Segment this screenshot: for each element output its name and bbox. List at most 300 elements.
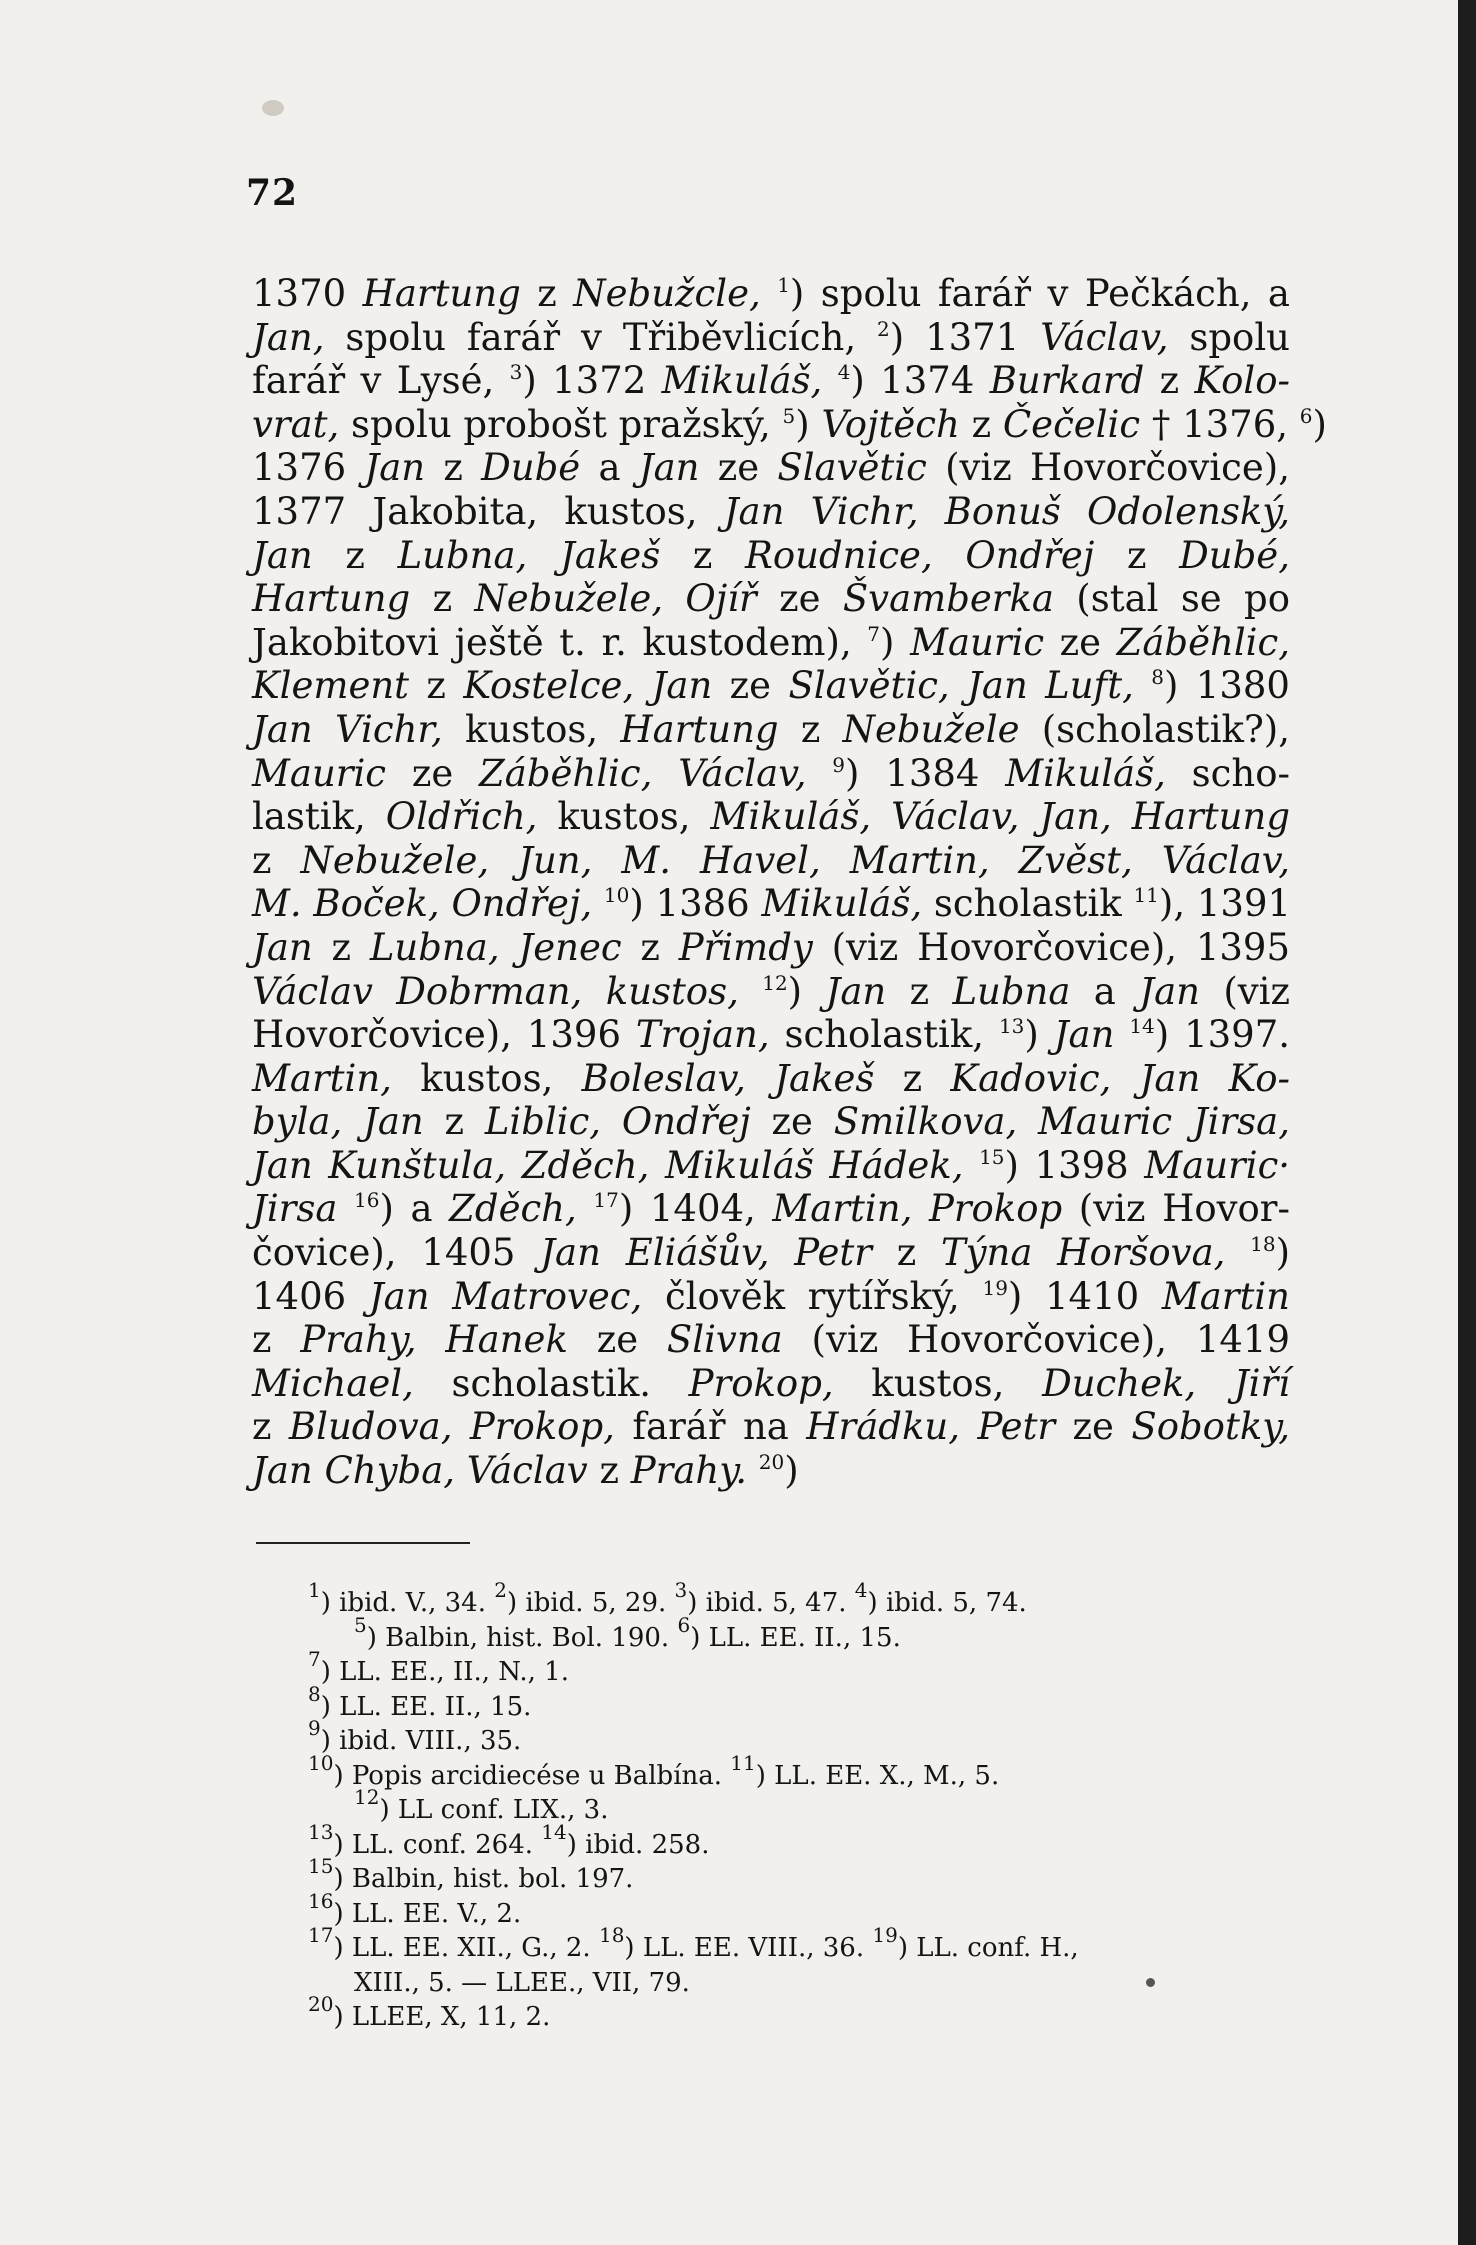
italic-name: Prahy. (630, 1449, 747, 1493)
text-run: ) LL. EE. II., 15. (690, 1622, 901, 1653)
text-run (822, 359, 837, 402)
italic-name: Mauric Jirsa, (1038, 1100, 1290, 1144)
text-line (252, 839, 1290, 883)
italic-name: Jan (540, 1231, 601, 1275)
text-run: kustos, (391, 1056, 582, 1100)
main-text-paragraph (252, 272, 1327, 1493)
text-line (252, 1013, 1290, 1057)
text-run (960, 1405, 977, 1448)
italic-name: M. (252, 882, 302, 926)
text-run: z (886, 969, 953, 1013)
footnote-ref: 3 (509, 360, 523, 385)
text-run: ) (787, 969, 826, 1013)
italic-name: byla, (252, 1100, 343, 1144)
text-run: ) ibid. V., 34. (320, 1588, 495, 1618)
italic-name: Ondřej, (451, 882, 593, 926)
text-run (1196, 1362, 1234, 1405)
footnote-ref: 13 (308, 1819, 334, 1844)
text-run: ) LL. EE. XII., G., 2. (333, 1933, 599, 1963)
text-run (634, 664, 651, 707)
footnote-ref: 2 (494, 1578, 507, 1602)
italic-name: Michael, (252, 1361, 414, 1405)
italic-name: Kolo- (1194, 359, 1291, 403)
text-run: z (252, 1405, 289, 1449)
italic-name: kustos, (605, 969, 739, 1013)
italic-name: Jirsa (252, 1187, 338, 1231)
text-run (1111, 1057, 1139, 1100)
italic-name: Václav, (678, 751, 807, 795)
italic-name: Jan (364, 446, 426, 490)
text-run (747, 1449, 759, 1492)
text-run (452, 1405, 469, 1448)
text-run: scholastik, (769, 1013, 999, 1057)
italic-name: Mauric· (1144, 1143, 1291, 1187)
footnote-ref: 1 (308, 1578, 321, 1602)
footnote-ref: 10 (603, 883, 630, 908)
text-run (912, 1187, 929, 1230)
footnote-ref: 9 (832, 752, 846, 777)
text-line (252, 359, 1290, 403)
italic-name: Jan (252, 533, 313, 577)
italic-name: Jan Chyba, (252, 1449, 456, 1493)
text-run (963, 1144, 979, 1187)
text-run: (viz Hovorčovice), 1419 (782, 1318, 1290, 1362)
text-run (430, 1275, 453, 1318)
footnote-ref: 12 (354, 1785, 380, 1809)
text-run: (viz Hovorčovice), (926, 446, 1290, 490)
text-line (252, 316, 1290, 360)
italic-name: Vojtěch (821, 402, 960, 446)
text-line (252, 708, 1290, 752)
italic-name: Nebužele, (300, 838, 490, 882)
text-run: ) (795, 402, 822, 446)
italic-name: Jan (363, 1100, 424, 1144)
text-run: ) 1404, (618, 1187, 773, 1231)
italic-name: Jan Luft, (967, 664, 1134, 708)
text-run (1019, 795, 1039, 838)
italic-name: Čečelic (1002, 402, 1141, 446)
text-line (252, 1144, 1290, 1188)
footnote-ref: 13 (998, 1014, 1025, 1039)
text-run: ) 1371 (889, 315, 1041, 359)
text-run: 1377 Jakobita, kustos, (252, 489, 724, 533)
italic-name: Slivna (666, 1318, 783, 1362)
text-run (1114, 1013, 1129, 1056)
text-line (252, 1275, 1290, 1319)
footnote-ref: 19 (872, 1923, 898, 1947)
text-run (1200, 1057, 1228, 1100)
text-run: ze (567, 1318, 667, 1362)
italic-name: Dubé (481, 446, 581, 490)
text-run (1017, 1100, 1038, 1143)
italic-name: Horšova, (1057, 1231, 1226, 1275)
italic-name: Prokop (928, 1187, 1063, 1231)
text-run: ze (712, 664, 789, 708)
footnote-line (308, 1716, 1298, 1759)
text-run: z (959, 402, 1003, 446)
text-run (871, 795, 891, 838)
text-line (252, 882, 1290, 926)
text-run (592, 882, 604, 925)
italic-name: Martin, (772, 1187, 913, 1231)
italic-name: Jan (252, 925, 313, 969)
text-run (342, 1100, 363, 1143)
footnote-ref: 15 (308, 1854, 334, 1878)
text-run: ) LL. EE. X., M., 5. (755, 1760, 1000, 1791)
italic-name: Jenec (518, 925, 622, 969)
text-run: ) 1380 (1164, 664, 1290, 708)
footnote-ref: 20 (758, 1450, 785, 1475)
italic-name: Mikuláš, (761, 882, 923, 926)
text-run (1134, 664, 1151, 707)
italic-name: Václav (466, 1449, 588, 1493)
italic-name: Kadovic, (950, 1056, 1112, 1100)
italic-name: Ondřej (965, 533, 1095, 577)
text-run: ) (880, 620, 911, 664)
footnote-ref: 19 (982, 1275, 1008, 1300)
text-run (663, 577, 685, 620)
text-run: ) ibid. VIII., 35. (320, 1726, 522, 1756)
italic-name: Martin (1161, 1274, 1291, 1318)
text-run (601, 1231, 626, 1274)
text-run: ) LL. EE. VIII., 36. (624, 1933, 873, 1963)
text-run (582, 970, 605, 1013)
footnote-ref: 8 (1151, 665, 1164, 690)
footnote-ref: 9 (308, 1716, 321, 1740)
text-run (489, 839, 518, 882)
text-run: z (252, 838, 301, 882)
footnote-ref: 1 (777, 273, 790, 297)
text-run: ) LL. EE. II., 15. (320, 1691, 532, 1722)
italic-name: Roudnice, (745, 533, 933, 577)
text-run: z (1144, 359, 1195, 403)
text-run: a (580, 446, 639, 490)
footnote-ref: 18 (598, 1923, 625, 1947)
footnote-ref: 3 (674, 1578, 688, 1602)
text-run (739, 970, 762, 1013)
text-line (252, 1449, 1290, 1493)
text-run (440, 882, 452, 925)
text-line (252, 926, 1290, 970)
text-run: ) ibid. 5, 47. (687, 1588, 855, 1618)
text-run: ) (1312, 402, 1327, 446)
text-run (652, 752, 678, 795)
text-run: ), 1391 (1158, 882, 1292, 926)
text-run: z (520, 272, 574, 315)
footnote-ref: 16 (308, 1888, 334, 1913)
text-run: z (1094, 533, 1180, 577)
text-line (252, 1057, 1290, 1101)
text-run: (stal se po (1053, 577, 1290, 621)
footnote-ref: 15 (979, 1144, 1005, 1169)
text-run: ) 1384 (845, 751, 1006, 795)
italic-name: Kostelce, (463, 664, 635, 708)
footnote-ref: 4 (854, 1578, 868, 1602)
text-run: spolu probošt pražský, (339, 402, 783, 446)
text-run (302, 882, 314, 925)
text-run: ) ibid. 258. (566, 1829, 710, 1860)
italic-name: Jiří (1233, 1361, 1290, 1405)
text-run: † 1376, (1140, 402, 1300, 446)
footnote-ref: 5 (354, 1612, 367, 1637)
text-run: ) (1024, 1013, 1054, 1057)
italic-name: Hartung (362, 272, 521, 315)
footnote-line (308, 1785, 1298, 1828)
footnote-ref: 2 (877, 316, 890, 341)
italic-name: Hanek (445, 1318, 568, 1362)
text-run: ) LL. EE., II., N., 1. (320, 1657, 569, 1687)
italic-name: Zděch, (521, 1143, 650, 1187)
text-run (990, 839, 1019, 882)
text-run: (viz (1199, 969, 1290, 1013)
text-run (770, 1231, 795, 1274)
footnote-line (308, 1854, 1298, 1897)
italic-name: vrat, (252, 402, 340, 446)
footnote-line (308, 1923, 1298, 1966)
italic-name: Jan (1139, 1056, 1201, 1100)
footnote-ref: 5 (782, 403, 796, 428)
text-run: ze (386, 751, 480, 795)
italic-name: Jan Vichr, (723, 489, 919, 533)
footnote-line (308, 1750, 1298, 1794)
italic-name: Trojan, (635, 1013, 770, 1057)
footnote-ref: 16 (354, 1188, 380, 1213)
text-run: ) 1398 (1004, 1143, 1145, 1187)
text-run (806, 752, 832, 795)
text-run: kustos, (537, 795, 711, 839)
footnote-ref: 10 (308, 1750, 334, 1775)
text-run (506, 1144, 522, 1187)
footnotes (308, 1578, 1298, 2035)
text-run (592, 839, 621, 882)
italic-name: Burkard (989, 359, 1145, 403)
text-run: z (660, 533, 746, 577)
italic-name: Jun, (518, 838, 593, 882)
text-run (1112, 795, 1132, 838)
italic-name: Prokop, (688, 1361, 834, 1405)
italic-name: Lubna, (369, 925, 500, 969)
text-run: z (423, 1100, 485, 1144)
italic-name: Martin, (849, 838, 990, 882)
text-line (252, 664, 1290, 708)
italic-name: Václav, (1161, 838, 1291, 882)
text-run (601, 1100, 622, 1143)
footnote-line (308, 1578, 1298, 1621)
text-run: ) (1275, 1231, 1291, 1275)
text-run: z (410, 577, 475, 621)
text-run: ) 1374 (850, 359, 990, 403)
italic-name: Lubna, (397, 533, 528, 577)
footnote-ref: 6 (677, 1612, 691, 1637)
text-run (821, 839, 850, 882)
text-run: z (425, 446, 482, 490)
text-run: ) ibid. 5, 74. (867, 1588, 1027, 1618)
text-run: z (587, 1449, 631, 1493)
italic-name: Hartung (620, 707, 779, 751)
text-run: scholastik (922, 882, 1134, 926)
footnote-ref: 7 (867, 621, 881, 646)
italic-name: Eliášův, (625, 1231, 770, 1275)
italic-name: Václav Dobrman, (252, 969, 583, 1013)
italic-name: Jan (651, 664, 713, 708)
italic-name: Mikuláš, (661, 359, 823, 403)
text-run: ze (1044, 620, 1117, 664)
italic-name: Oldřich, (385, 795, 538, 839)
text-run (577, 1187, 594, 1230)
footnote-ref: 17 (308, 1923, 334, 1947)
text-line (252, 621, 1290, 665)
text-run (761, 272, 777, 315)
italic-name: Švamberka (842, 577, 1054, 621)
text-run: 1376 (252, 446, 365, 490)
footnote-separator-rule (256, 1542, 470, 1544)
italic-name: Zvěst, (1018, 838, 1133, 882)
text-run (1225, 1231, 1250, 1274)
italic-name: Hrádku, (806, 1405, 960, 1449)
text-line (252, 1318, 1290, 1362)
italic-name: Jan Vichr, (252, 707, 443, 751)
text-line (252, 577, 1290, 621)
italic-name: Nebužcle, (573, 272, 761, 315)
text-run: z (252, 1318, 301, 1362)
text-run: ) LL. EE. V., 2. (333, 1898, 522, 1929)
footnote-ref: 11 (730, 1750, 756, 1775)
italic-name: Petr (794, 1231, 872, 1275)
footnote-line (308, 1681, 1298, 1725)
text-run (337, 1187, 354, 1230)
italic-name: Nebužele, (474, 577, 664, 621)
italic-name: Jan (1053, 1013, 1115, 1057)
italic-name: Jan Kunštula, (252, 1143, 507, 1187)
text-run: spolu farář v Třiběvlicích, (324, 315, 878, 359)
italic-name: Ondřej (621, 1100, 751, 1144)
italic-name: Smilkova, (833, 1100, 1018, 1144)
text-run: ) a (379, 1187, 450, 1231)
italic-name: Prahy, (300, 1318, 417, 1362)
italic-name: Sobotky, (1131, 1405, 1290, 1449)
text-run: čovice), 1405 (252, 1231, 541, 1275)
text-line (252, 272, 1290, 316)
italic-name: Jan, (252, 315, 325, 359)
footnote-line (308, 1966, 1298, 2001)
text-line (252, 534, 1290, 578)
text-run: ) LL. conf. H., (897, 1933, 1079, 1963)
text-line (252, 1231, 1290, 1275)
text-run: ) LL. conf. 264. (333, 1829, 542, 1860)
text-run: 1406 (252, 1274, 369, 1318)
italic-name: Václav, (891, 795, 1020, 839)
footnote-line (308, 1612, 1298, 1656)
page-edge-shadow (1458, 0, 1476, 2245)
text-run (1032, 1231, 1057, 1274)
text-run: ) LL conf. LIX., 3. (379, 1795, 609, 1825)
italic-name: Havel, (700, 838, 821, 882)
italic-name: Mikuláš, (710, 795, 872, 839)
italic-name: M. (621, 838, 672, 882)
text-run: ) Balbin, hist. bol. 197. (333, 1864, 634, 1894)
italic-name: Slavětic, (788, 664, 950, 708)
italic-name: Bonuš Odolenský, (944, 489, 1290, 533)
text-run: ) LLEE, X, 11, 2. (333, 2002, 551, 2032)
text-run: ) Popis arcidiecése u Balbína. (333, 1760, 731, 1791)
italic-name: Mikuláš, (1005, 751, 1166, 795)
italic-name: Slavětic (777, 446, 927, 490)
italic-name: Přimdy (678, 925, 813, 969)
text-line (252, 446, 1290, 490)
text-run: z (621, 925, 679, 969)
text-run: ) spolu farář v Pečkách, a (789, 272, 1290, 315)
text-run: scholastik. (413, 1361, 689, 1405)
italic-name: Liblic, (484, 1100, 602, 1144)
text-run (1133, 839, 1162, 882)
text-run: lastik, (252, 795, 386, 839)
italic-name: Ojíř (685, 577, 757, 621)
text-run: ze (1055, 1405, 1132, 1449)
text-run: kustos, (442, 707, 621, 751)
paper-smudge (262, 100, 284, 116)
italic-name: Hartung (1131, 795, 1291, 839)
text-run: ) 1397. (1154, 1013, 1290, 1057)
text-run: ze (756, 577, 843, 621)
italic-name: Jan (1139, 969, 1200, 1013)
footnote-line (308, 1647, 1298, 1690)
text-line (252, 402, 1327, 447)
italic-name: Klement (252, 664, 410, 708)
italic-name: Lubna (952, 969, 1071, 1013)
italic-name: Dubé, (1179, 533, 1290, 577)
text-run (933, 534, 966, 577)
text-line (252, 1100, 1290, 1144)
italic-name: Martin, (252, 1056, 392, 1100)
footnote-ref: 20 (308, 1992, 334, 2016)
footnote-ref: 6 (1299, 403, 1313, 428)
italic-name: Jan (368, 1274, 430, 1318)
text-run: z (778, 707, 843, 751)
text-run: ) ibid. 5, 29. (506, 1588, 675, 1618)
footnote-ref: 14 (1129, 1014, 1155, 1039)
text-run: z (312, 533, 398, 577)
footnote-ref: 8 (308, 1681, 321, 1706)
italic-name: Prokop, (469, 1405, 615, 1449)
text-line (252, 1405, 1290, 1449)
text-run: a (1070, 969, 1140, 1013)
text-run: člověk rytířský, (642, 1274, 983, 1318)
text-run: 1370 (252, 272, 363, 315)
text-run (417, 1318, 446, 1361)
text-run: z (871, 1231, 941, 1275)
italic-name: Mauric (910, 620, 1045, 664)
text-run (746, 1057, 774, 1100)
text-run: kustos, (833, 1361, 1043, 1405)
text-line (252, 1362, 1290, 1406)
italic-name: Mikuláš Hádek, (664, 1143, 964, 1187)
text-run: farář v Lysé, (252, 359, 510, 403)
text-run: z (874, 1056, 951, 1100)
text-line (252, 490, 1290, 534)
italic-name: Petr (977, 1405, 1056, 1449)
text-line (252, 970, 1290, 1014)
italic-name: Zděch, (449, 1187, 577, 1231)
text-run: ) 1372 (522, 359, 662, 403)
footnote-ref: 12 (762, 970, 788, 995)
text-run (527, 534, 560, 577)
text-run (671, 839, 700, 882)
text-line (252, 1187, 1290, 1231)
italic-name: Ko- (1228, 1056, 1291, 1100)
text-line (252, 795, 1290, 839)
text-run: (scholastik?), (1019, 707, 1290, 751)
italic-name: Duchek, (1042, 1361, 1197, 1405)
